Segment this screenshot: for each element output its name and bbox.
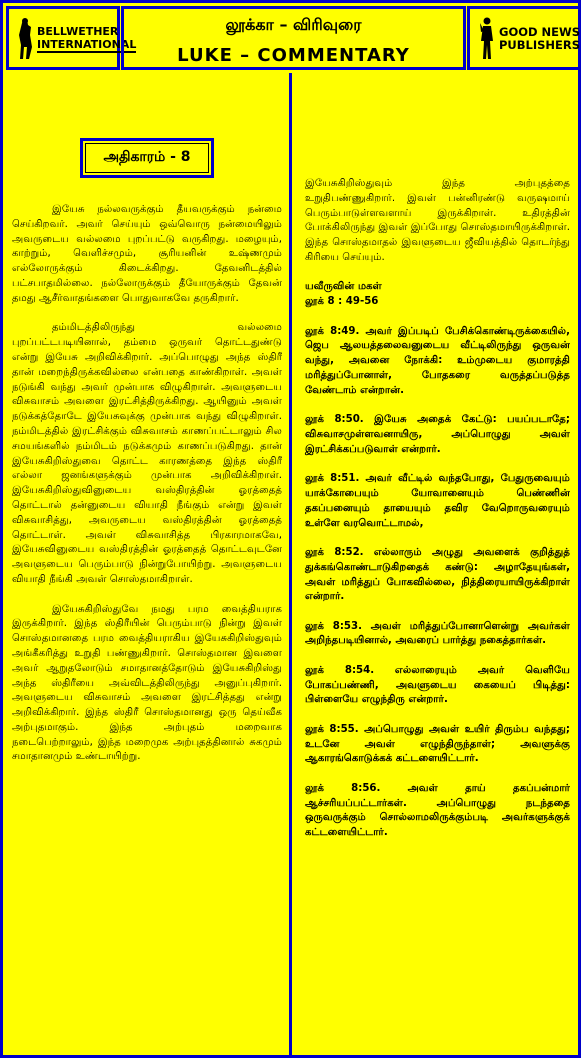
right-column	[295, 73, 581, 1055]
verse: லூக் 8:51. அவர் வீட்டில் வந்தபோது, பேதுருவையும் யாக்கோபையும் யோவானையும் பெண்ணின் தகப்பனையும் தாயையும் தவிர வேறொருவரையும் உள்ளே வரவொட்டாமல்,	[305, 473, 570, 529]
logo-text-line2: PUBLISHERS	[499, 38, 581, 52]
bellwether-logo	[15, 17, 136, 61]
bellwether-sheep-icon	[15, 17, 35, 61]
goodnews-logo	[478, 17, 580, 61]
verse: லூக் 8:53. அவள் மரித்துப்போனாளென்று அவர்கள் அறிந்தபடியினால், அவரைப் பார்த்து நகைத்தார்கள்.	[305, 620, 570, 647]
logo-text-line1: BELLWETHER	[37, 25, 119, 38]
paragraph: இயேசு நல்லவருக்கும் தீயவருக்கும் நன்மை செய்கிறவர். அவர் செய்யும் ஒவ்வொரு நன்மையிலும் அவருடைய வல்லமை புறப்பட்டு வருகிறது. மழையும், காற்றும், வெளிச்சமும், சூரியனின் உஷ்ணமும் எல்லோருக்கும் கிடைக்கிறது. தேவனிடத்தில் பட்சபாதமில்லை. நல்லோருக்கும் தீயோருக்கும் தேவன் தமது ஆசீர்வாதங்களை பொதுவாகவே தருகிறார்.	[12, 204, 282, 304]
left-text	[12, 203, 282, 765]
verse: லூக் 8:49. அவர் இப்படிப் பேசிக்கொண்டிருக்கையில், ஜெப ஆலயத்தலைவனுடைய வீட்டிலிருந்து ஒருவன் வந்து, அவனை நோக்கி: உம்முடைய குமாரத்தி மரித்துப்போனாள், போதகரை வருத்தப்படுத்த வேண்டாம் என்றான்.	[305, 325, 570, 396]
paragraph: இயேசுகிறிஸ்துவே நமது பரம வைத்தியராக இருக்கிறார். இந்த ஸ்திரீயின் பெரும்பாடு நின்று இவள் சொஸ்தமானதை பரம வைத்தியராகிய இயேசுகிறிஸ்துவும் அங்கீகரித்து உறுதி பண்ணுகிறார். சொஸ்தமான இவளை அவர் ஆறுதலோடும் சமாதானத்தோடும் இயேசுகிறிஸ்து அந்த ஸ்திரீயை அவ்விடத்திலிருந்து அனுப்புகிறார். அவளுடைய விசுவாசம் அவளை இரட்சித்தது என்று அறிவிக்கிறார். இந்த ஸ்திரீ சொஸ்தமானது ஒரு தெய்வீக அற்புதமாகும். இந்த அற்புதம் மறைவாக நடைபெற்றாலும், இந்த மறைமுக அற்புதத்தினால் சுகமும் சமாதானமும் உண்டாயிற்று.	[12, 603, 282, 763]
right-text	[305, 177, 570, 841]
chapter-heading: அதிகாரம் - 8	[85, 143, 209, 173]
section-title: யவீருவின் மகள்	[305, 281, 382, 293]
verse: லூக் 8:50. இயேசு அதைக் கேட்டு: பயப்படாதே; விசுவாசமுள்ளவனாயிரு, அப்பொழுது அவள் இரட்சிக்கப்படுவாள் என்றார்.	[305, 414, 570, 455]
verse: லூக் 8:56. அவள் தாய் தகப்பன்மார் ஆச்சரியப்பட்டார்கள். அப்பொழுது நடந்ததை ஒருவருக்கும் சொல்லாமலிருக்கும்படி அவர்களுக்குக் கட்டளையிட்டார்.	[305, 782, 570, 839]
goodnews-logo-box	[467, 6, 581, 70]
logo-text-line2: INTERNATIONAL	[37, 38, 137, 51]
paragraph: தம்மிடத்திலிருந்து வல்லமை புறப்பட்டபடியினால், தம்மை ஒருவர் தொட்டதுண்டு என்று இயேசு அறிவிக்கிறார். அப்பொழுது அந்த ஸ்திரீ தான் மறைந்திருக்கவில்லை என்பதை காண்கிறாள். அவள் நடுங்கி வந்து அவர் முன்பாக விழுகிறாள். அவளுடைய விசுவாசம் அவளை இரட்சித்திருக்கிறது. ஆயினும் அவள் நடுக்கத்தோடே இயேசுவுக்கு முன்பாக வந்து விழுகிறாள். நம்மிடத்தில் இரட்சிக்கும் விசுவாசம் காணப்பட்டாலும் சில சமயங்களில் நம்மிடம் நடுக்கமும் காணப்படுகிறது. தான் இயேசுகிறிஸ்துவை தொட்ட காரணத்தை இந்த ஸ்திரீ எல்லா ஜனங்களுக்கும் முன்பாக அறிவிக்கிறாள். இயேசுகிறிஸ்துவினுடைய வஸ்திரத்தின் ஓரத்தைத் தொட்டால் தன்னுடைய வியாதி நீங்கும் என்று இவள் விசுவாசித்து, அவருடைய வஸ்திரத்தின் ஓரத்தைத் தொட்டாள். அவள் விசுவாசித்த பிரகாரமாகவே, இயேசுவினுடைய வஸ்திரத்தின் ஓரத்தைத் தொட்டவுடனே அவளுடைய பெரும்பாடு நின்றுபோயிற்று. அவளுடைய வியாதி நீங்கி அவள் சொஸ்தமாகிறாள்.	[12, 322, 282, 585]
bellwether-logo-box	[6, 6, 137, 70]
verse: லூக் 8:54. எல்லாரையும் அவர் வெளியே போகப்பண்ணி, அவளுடைய கையைப் பிடித்து: பிள்ளையே எழுந்திரு என்றார்.	[305, 664, 570, 706]
good-news-figure-icon	[478, 17, 496, 61]
title-tamil: லூக்கா – விரிவுரை	[225, 15, 362, 34]
title-english: LUKE – COMMENTARY	[177, 45, 410, 66]
verse: லூக் 8:55. அப்பொழுது அவள் உயிர் திரும்ப வந்தது; உடனே அவள் எழுந்திருந்தாள்; அவளுக்கு ஆகாரங்கொடுக்கக் கட்டளையிட்டார்.	[305, 723, 570, 765]
logo-text-line1: GOOD NEWS	[499, 25, 580, 39]
left-column	[6, 73, 292, 1055]
section-reference: லூக் 8 : 49-56	[305, 296, 379, 308]
title-box	[121, 6, 466, 70]
chapter-heading-box	[80, 138, 214, 178]
intro-paragraph: இயேசுகிறிஸ்துவும் இந்த அற்புதத்தை உறுதிபண்ணுகிறார். இவள் பன்னிரண்டு வருஷமாய் பெரும்பாடுள்ளவளாய் இருக்கிறாள். உதிரத்தின் போக்கிலிருந்து இவள் இப்போது சொஸ்தமாயிருக்கிறாள். இந்த சொஸ்தமாதல் இவளுடைய ஜீவியத்தில் தொடர்ந்து கிரியை செய்யும்.	[305, 178, 570, 263]
verse: லூக் 8:52. எல்லாரும் அழுது அவளைக் குறித்துத் துக்கங்கொண்டாடுகிறதைக் கண்டு: அழாதேயுங்கள், அவள் மரித்துப் போகவில்லை, நித்திரையாயிருக்கிறாள் என்றார்.	[305, 546, 570, 603]
